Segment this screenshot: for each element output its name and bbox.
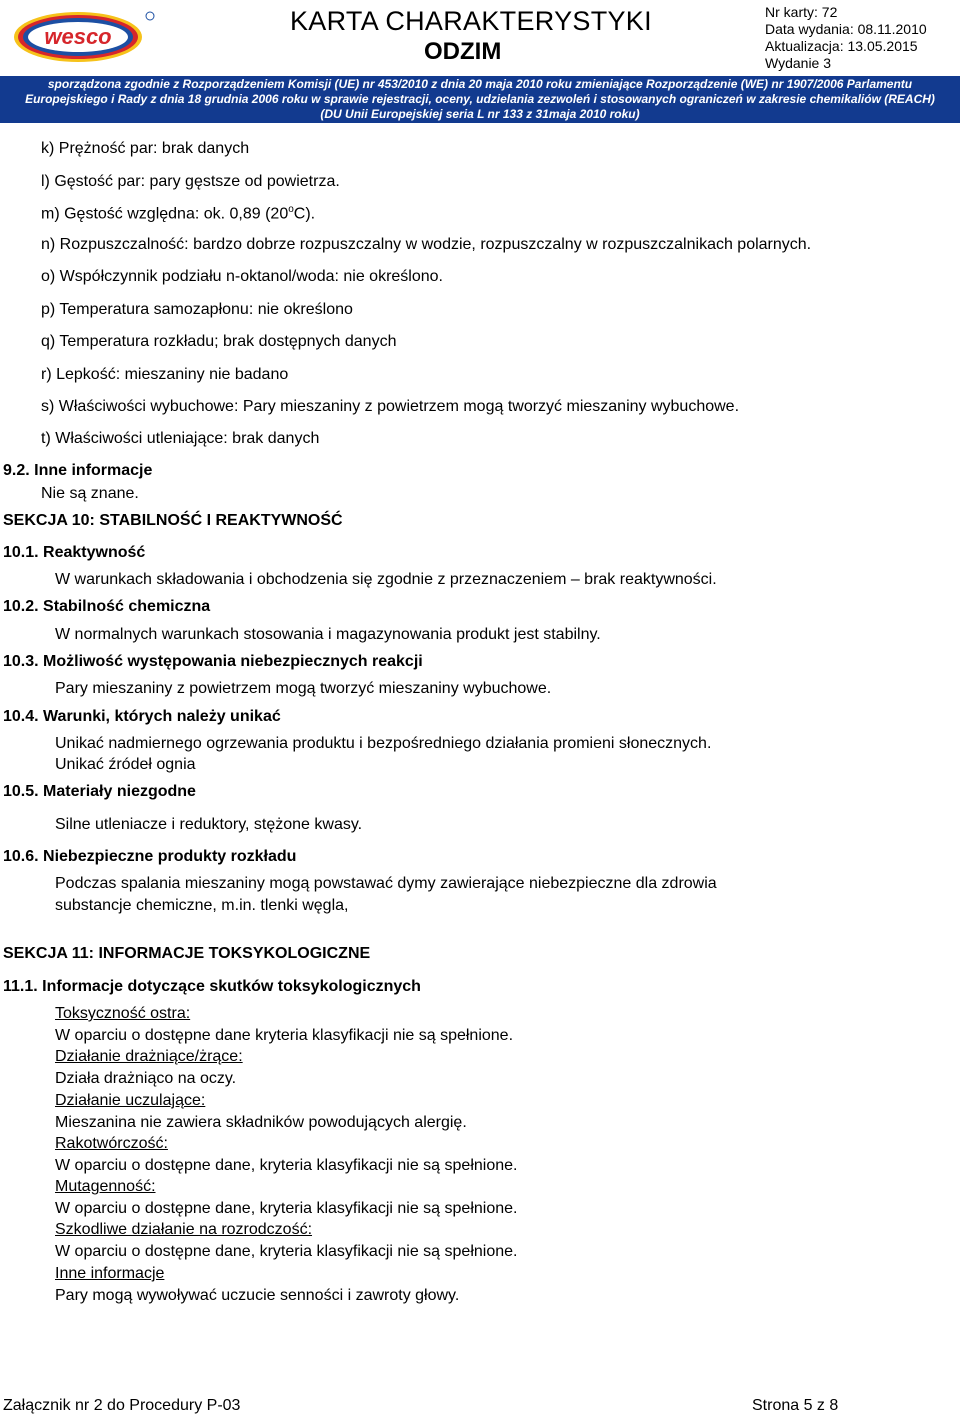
regulation-line-2: Europejskiego i Rady z dnia 18 grudnia 2006 roku w sprawie rejestracji, oceny, udzielania zezwoleń i stosowanych ograniczeń w zakresie chemikaliów (REACH) — [25, 92, 935, 106]
update-date: Aktualizacja: 13.05.2015 — [765, 38, 918, 54]
heading-11-1: 11.1. Informacje dotyczące skutków toksykologicznych — [3, 978, 421, 995]
regulation-line-1: sporządzona zgodnie z Rozporządzeniem Komisji (UE) nr 453/2010 z dnia 20 maja 2010 roku zmieniające Rozporządzenie (WE) nr 1907/2006 Parlamentu — [47, 77, 913, 91]
tox-text: W oparciu o dostępne dane kryteria klasyfikacji nie są spełnione. — [55, 1027, 514, 1044]
heading-10-2: 10.2. Stabilność chemiczna — [3, 598, 211, 615]
tox-text: W oparciu o dostępne dane, kryteria klasyfikacji nie są spełnione. — [55, 1200, 518, 1217]
tox-text: W oparciu o dostępne dane, kryteria klasyfikacji nie są spełnione. — [55, 1157, 518, 1174]
text-10-6a: Podczas spalania mieszaniny mogą powstawać dymy zawierające niebezpieczne dla zdrowia — [55, 875, 717, 892]
tox-label: Inne informacje — [55, 1265, 165, 1282]
property-k: k) Prężność par: brak danych — [41, 140, 250, 157]
page-number: Strona 5 z 8 — [752, 1397, 839, 1414]
edition: Wydanie 3 — [765, 55, 832, 71]
text-10-4a: Unikać nadmiernego ogrzewania produktu i bezpośredniego działania promieni słonecznych. — [55, 735, 712, 752]
document-title: KARTA CHARAKTERYSTYKI — [290, 6, 652, 36]
property-n: n) Rozpuszczalność: bardzo dobrze rozpuszczalny w wodzie, rozpuszczalny w rozpuszczalnikach polarnych. — [41, 236, 812, 253]
text-10-2: W normalnych warunkach stosowania i magazynowania produkt jest stabilny. — [55, 626, 601, 643]
section-11-title: SEKCJA 11: INFORMACJE TOKSYKOLOGICZNE — [3, 945, 371, 962]
tox-text: W oparciu o dostępne dane, kryteria klasyfikacji nie są spełnione. — [55, 1243, 518, 1260]
svg-text:wesco: wesco — [44, 24, 112, 49]
heading-10-6: 10.6. Niebezpieczne produkty rozkładu — [3, 848, 297, 865]
footer-annex: Załącznik nr 2 do Procedury P-03 — [3, 1397, 241, 1414]
regulation-line-3: (DU Unii Europejskiej seria L nr 133 z 31maja 2010 roku) — [320, 107, 640, 121]
text-10-6b: substancje chemiczne, m.in. tlenki węgla, — [55, 897, 349, 914]
property-r: r) Lepkość: mieszaniny nie badano — [41, 366, 289, 383]
property-m: m) Gęstość względna: ok. 0,89 (20$^o$C). — [41, 204, 316, 223]
property-t: t) Właściwości utleniające: brak danych — [41, 430, 320, 447]
tox-label: Toksyczność ostra: — [55, 1005, 191, 1022]
text-10-4b: Unikać źródeł ognia — [55, 756, 196, 773]
property-l: l) Gęstość par: pary gęstsze od powietrza. — [41, 173, 340, 190]
product-name: ODZIM — [424, 38, 502, 65]
property-o: o) Współczynnik podziału n-oktanol/woda: nie określono. — [41, 268, 443, 285]
document-header — [0, 0, 960, 122]
heading-10-1: 10.1. Reaktywność — [3, 544, 146, 561]
tox-text: Działa drażniąco na oczy. — [55, 1070, 237, 1087]
heading-9-2: 9.2. Inne informacje — [3, 462, 153, 479]
property-q: q) Temperatura rozkładu; brak dostępnych danych — [41, 333, 397, 350]
issue-date: Data wydania: 08.11.2010 — [765, 21, 927, 37]
tox-label: Mutagenność: — [55, 1178, 156, 1195]
property-s: s) Właściwości wybuchowe: Pary mieszaniny z powietrzem mogą tworzyć mieszaniny wybuchowe. — [41, 398, 740, 415]
tox-label: Działanie drażniące/żrące: — [55, 1048, 243, 1065]
heading-10-3: 10.3. Możliwość występowania niebezpiecznych reakcji — [3, 653, 423, 670]
tox-text: Mieszanina nie zawiera składników powodujących alergię. — [55, 1114, 467, 1131]
document-meta — [765, 4, 927, 72]
wesco-logo — [8, 6, 160, 66]
tox-label: Szkodliwe działanie na rozrodczość: — [55, 1221, 313, 1238]
text-10-3: Pary mieszaniny z powietrzem mogą tworzyć mieszaniny wybuchowe. — [55, 680, 552, 697]
heading-10-4: 10.4. Warunki, których należy unikać — [3, 708, 281, 725]
text-9-2: Nie są znane. — [41, 485, 139, 502]
section-10-title: SEKCJA 10: STABILNOŚĆ I REAKTYWNOŚĆ — [3, 512, 343, 529]
tox-text: Pary mogą wywoływać uczucie senności i zawroty głowy. — [55, 1287, 460, 1304]
property-p: p) Temperatura samozapłonu: nie określono — [41, 301, 353, 318]
tox-label: Rakotwórczość: — [55, 1135, 168, 1152]
tox-label: Działanie uczulające: — [55, 1092, 206, 1109]
text-10-1: W warunkach składowania i obchodzenia się zgodnie z przeznaczeniem – brak reaktywności. — [55, 571, 717, 588]
text-10-5: Silne utleniacze i reduktory, stężone kwasy. — [55, 816, 363, 833]
card-number: Nr karty: 72 — [765, 4, 838, 20]
regulation-banner — [0, 76, 960, 123]
heading-10-5: 10.5. Materiały niezgodne — [3, 783, 196, 800]
